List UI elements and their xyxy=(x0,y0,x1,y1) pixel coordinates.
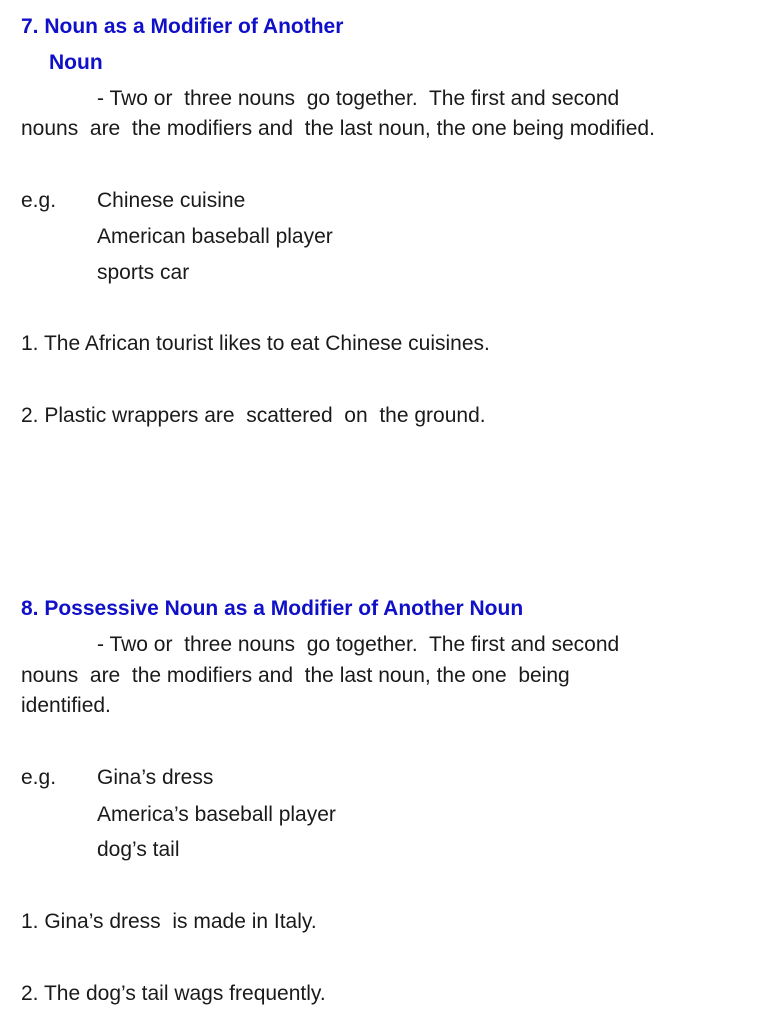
section-7-sentence-1: 1. The African tourist likes to eat Chinese cuisines. xyxy=(21,332,490,355)
section-7-example-3: sports car xyxy=(97,261,190,284)
section-8-example-3: dog’s tail xyxy=(97,838,180,861)
section-8-eg-label: e.g. xyxy=(21,766,57,789)
section-8-sentence-1: 1. Gina’s dress is made in Italy. xyxy=(21,910,317,933)
section-7-heading-line-2: Noun xyxy=(49,51,103,74)
section-8-heading: 8. Possessive Noun as a Modifier of Another Noun xyxy=(21,597,524,620)
section-7-heading-line-1: 7. Noun as a Modifier of Another xyxy=(21,15,344,38)
section-8-description-line-2: nouns are the modifiers and the last noun, the one being xyxy=(21,664,570,687)
section-8-sentence-2: 2. The dog’s tail wags frequently. xyxy=(21,982,326,1005)
section-8-description-line-1: - Two or three nouns go together. The first and second xyxy=(97,633,620,656)
section-8-example-2: America’s baseball player xyxy=(97,803,336,826)
section-7-example-2: American baseball player xyxy=(97,225,333,248)
section-8-description-line-3: identified. xyxy=(21,694,111,717)
section-7-sentence-2: 2. Plastic wrappers are scattered on the ground. xyxy=(21,404,486,427)
section-8-example-1: Gina’s dress xyxy=(97,766,214,789)
section-7-description-line-2: nouns are the modifiers and the last noun, the one being modified. xyxy=(21,117,655,140)
section-7-example-1: Chinese cuisine xyxy=(97,189,246,212)
section-7-eg-label: e.g. xyxy=(21,189,57,212)
section-7-description-line-1: - Two or three nouns go together. The first and second xyxy=(97,87,620,110)
